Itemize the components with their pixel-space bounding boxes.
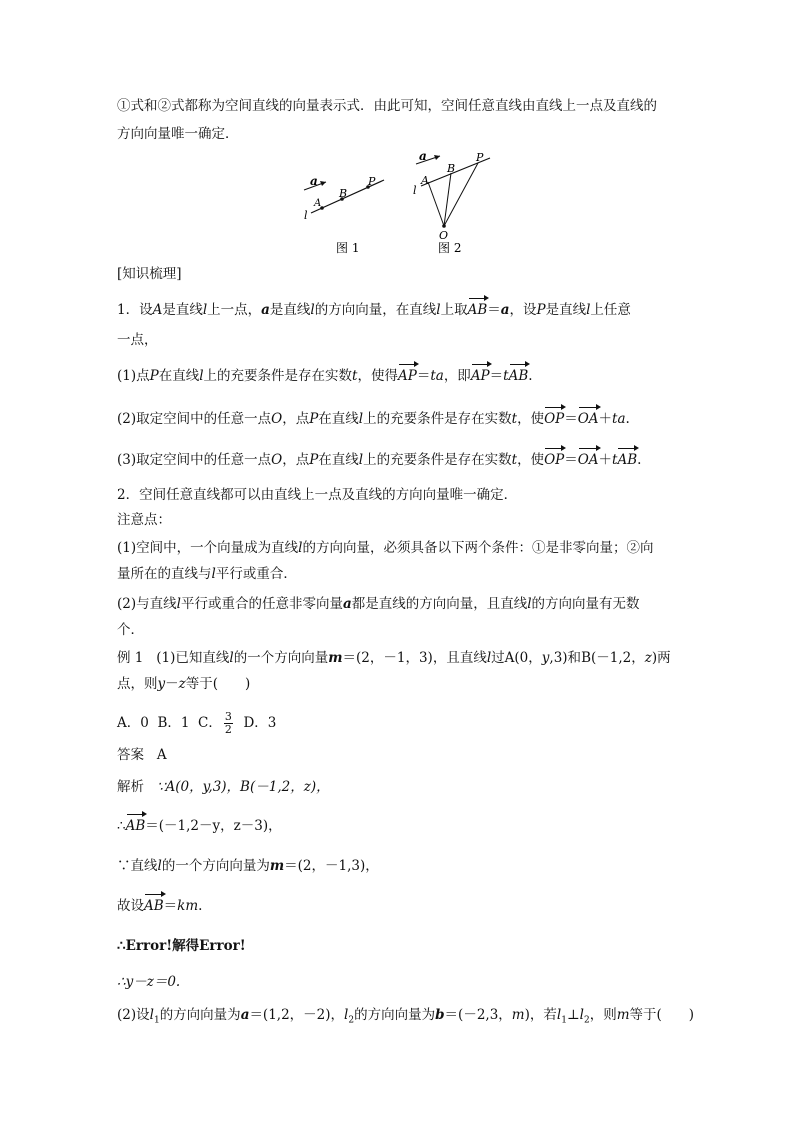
figure-1 xyxy=(296,168,396,258)
fraction: $\frac{3}{2}$ xyxy=(224,710,232,736)
fig2-label-l: l xyxy=(413,184,417,197)
item-1-3: (3)取定空间中的任意一点O，点P在直线l上的充要条件是存在实数t，使OP＝OA＋tAB. xyxy=(117,452,642,468)
fig1-caption: 图 1 xyxy=(336,241,360,255)
analysis-line-4: 故设AB＝km. xyxy=(117,898,203,914)
note-title: 注意点： xyxy=(117,512,171,528)
analysis-line-6: ∴y－z＝0. xyxy=(117,974,181,990)
section-title: [知识梳理] xyxy=(117,266,182,282)
fig1-label-l: l xyxy=(304,209,308,222)
fig1-label-a: a xyxy=(310,174,318,188)
option-c: C． $\frac{3}{2}$ xyxy=(198,710,232,736)
note-1-line-1: (1)空间中，一个向量成为直线l的方向向量，必须具备以下两个条件：①是非零向量；②向 xyxy=(117,540,654,556)
fig2-caption: 图 2 xyxy=(438,241,462,255)
item-2: 2．空间任意直线都可以由直线上一点及直线的方向向量唯一确定． xyxy=(117,487,518,503)
option-b: B．1 xyxy=(157,715,190,731)
answer: 答案 A xyxy=(117,747,167,763)
item-1-1: (1)点P在直线l上的充要条件是存在实数t，使得AP＝ta，即AP＝tAB. xyxy=(117,368,533,384)
vector-ab: AB xyxy=(467,302,488,318)
analysis-line-3: ∵直线l的一个方向向量为m＝(2，－1,3)， xyxy=(117,858,379,874)
intro-line-2: 方向向量唯一确定． xyxy=(117,126,239,142)
item-1-2: (2)取定空间中的任意一点O，点P在直线l上的充要条件是存在实数t，使OP＝OA＋ta. xyxy=(117,411,630,427)
option-d: D．3 xyxy=(243,715,277,731)
item-1-line-2: 一点， xyxy=(117,332,158,348)
fig2-label-B: B xyxy=(447,162,456,175)
note-2-line-1: (2)与直线l平行或重合的任意非零向量a都是直线的方向向量，且直线l的方向向量有无数 xyxy=(117,596,640,612)
example-1-question-1-line-2: 点，则y－z等于( ) xyxy=(117,676,251,692)
note-1-line-2: 量所在的直线与l平行或重合． xyxy=(117,566,297,582)
fig2-label-P: P xyxy=(476,151,484,164)
item-1-line-1: 1．设A是直线l上一点，a是直线l的方向向量，在直线l上取AB＝a，设P是直线l上任意 xyxy=(117,302,631,318)
intro-line-1: ①式和②式都称为空间直线的向量表示式．由此可知，空间任意直线由直线上一点及直线的 xyxy=(117,98,657,114)
analysis-line-1: 解析 ∵A(0，y,3)，B(－1,2，z)， xyxy=(117,779,330,795)
analysis-line-2: ∴AB＝(－1,2－y，z－3)， xyxy=(117,818,282,834)
point-o xyxy=(442,224,446,228)
fig2-label-A: A xyxy=(421,174,429,187)
fig2-label-a: a xyxy=(419,149,427,163)
fig1-label-A: A xyxy=(314,198,322,209)
analysis-line-5: ∴Error!解得Error! xyxy=(117,938,246,954)
options xyxy=(117,710,276,736)
example-1-question-1-line-1: 例 1 (1)已知直线l的一个方向向量m＝(2，－1，3)，且直线l过A(0，y,3)和B(－1,2，z)两 xyxy=(117,650,671,666)
figure-2 xyxy=(406,146,506,258)
fig1-label-B: B xyxy=(339,187,348,200)
note-2-line-2: 个． xyxy=(117,622,144,638)
fig2-label-O: O xyxy=(439,229,449,242)
option-a: A．0 xyxy=(117,715,149,731)
example-1-question-2: (2)设$l_1$的方向向量为a＝(1,2，－2)，$l_2$的方向向量为b＝(－2,3，m)，若$l_1\perp l_2$，则m等于( ) xyxy=(117,1007,695,1026)
fig1-label-P: P xyxy=(368,175,376,188)
